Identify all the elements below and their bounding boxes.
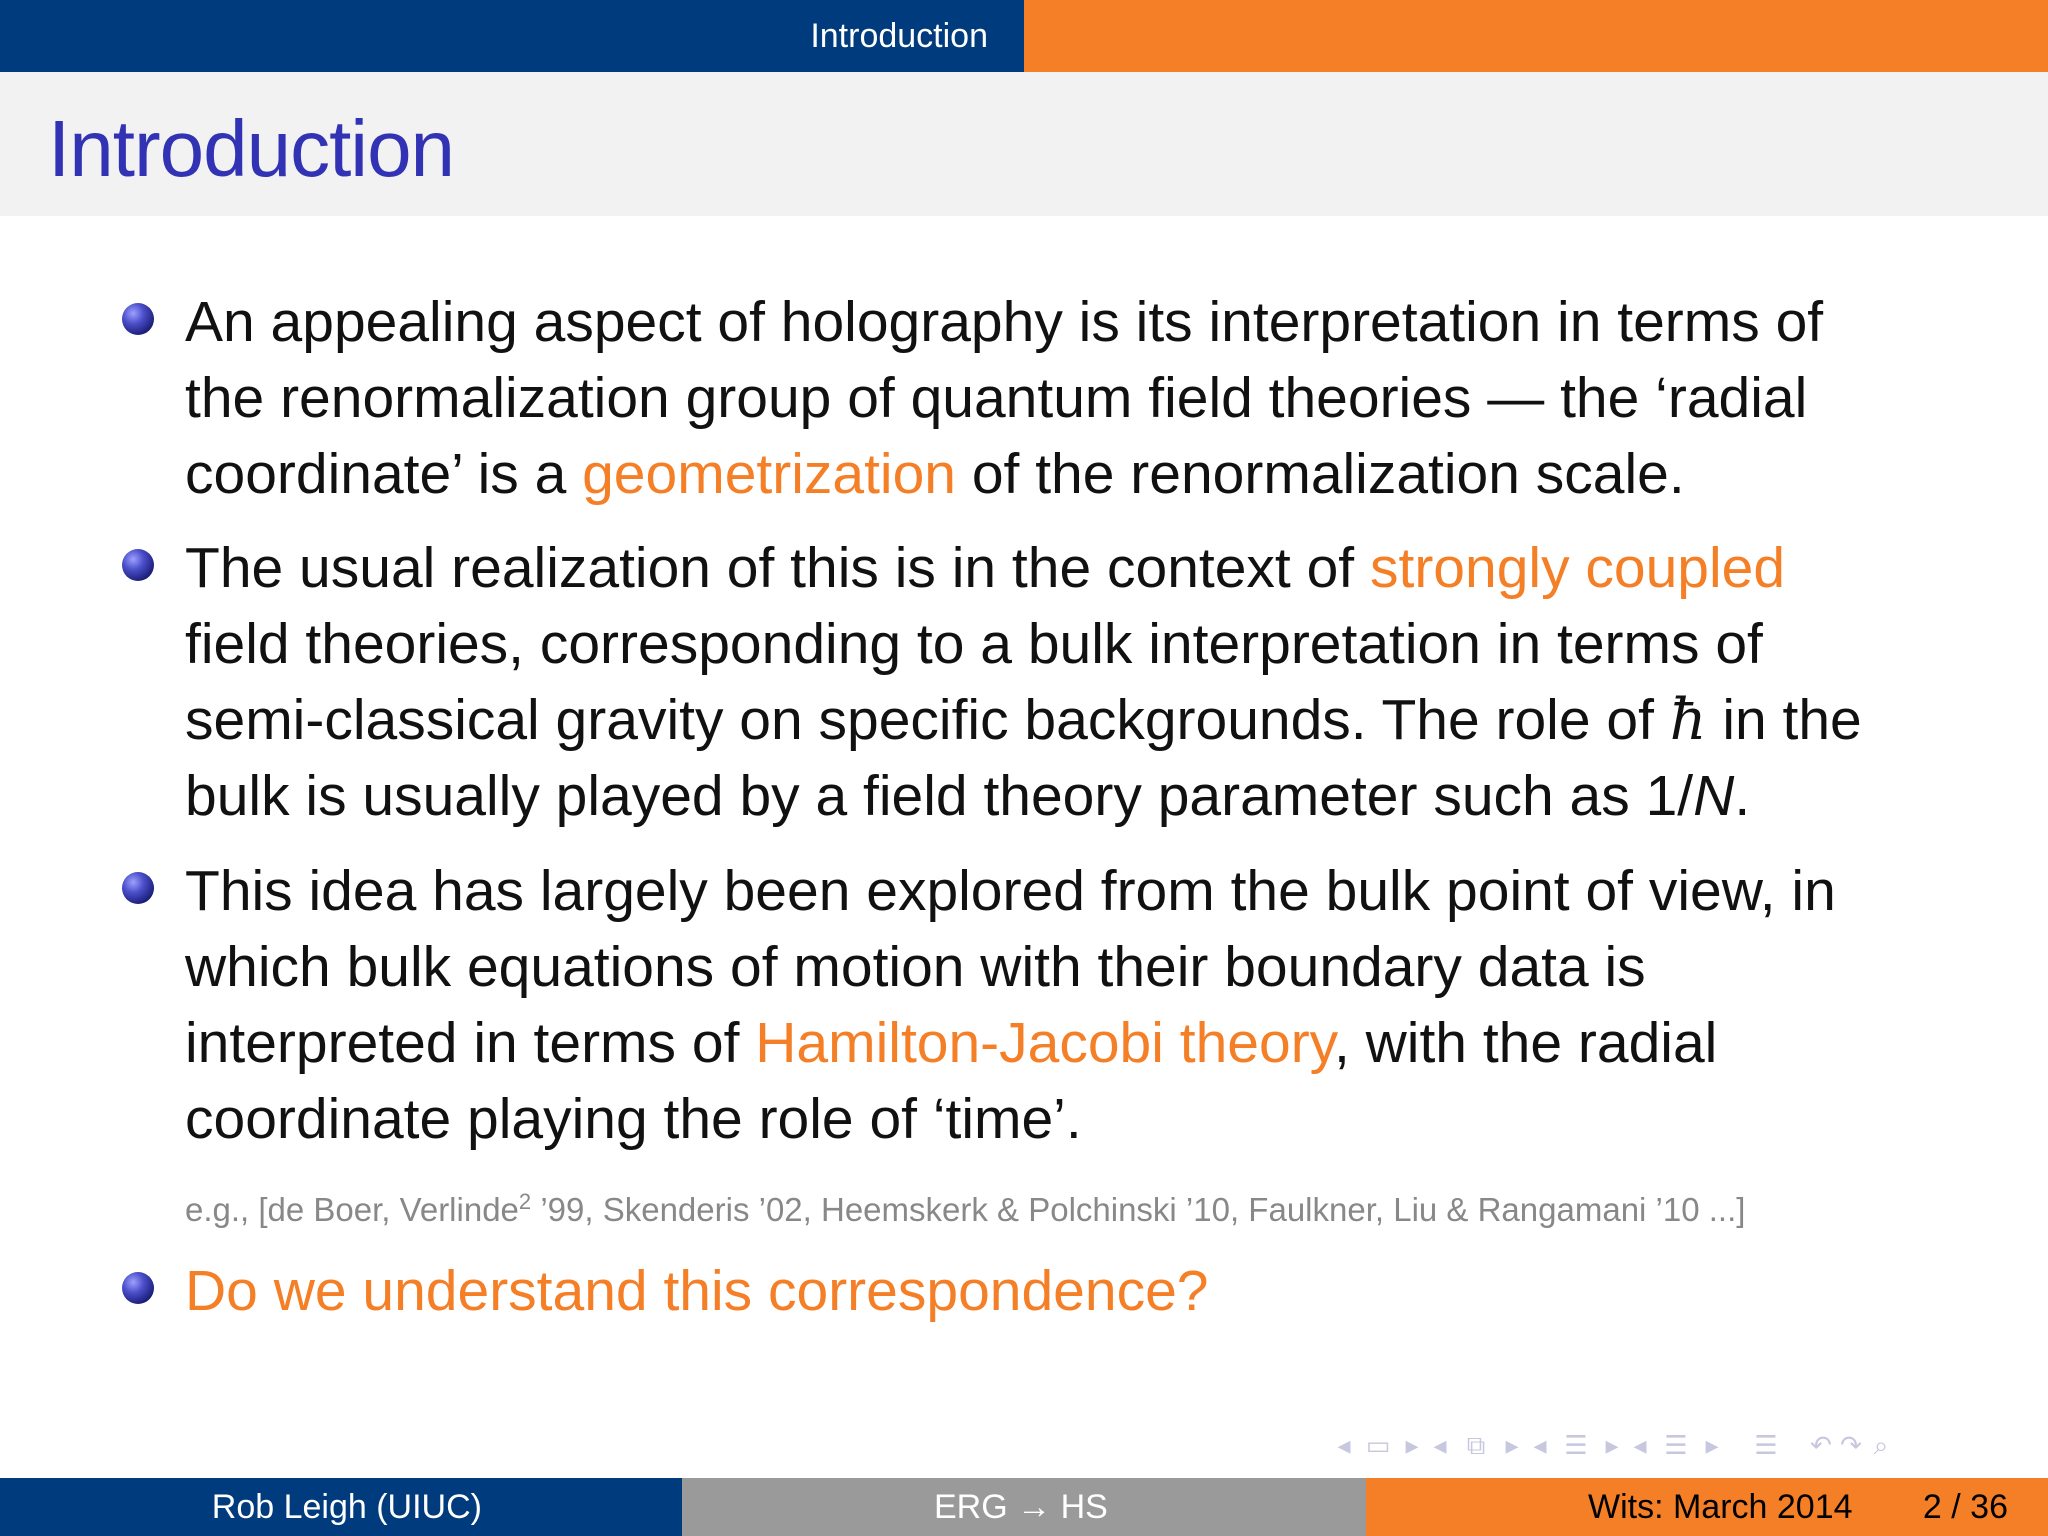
- bullet-2-line-1: The usual realization of this is in the context of strongly coupled: [185, 536, 1786, 600]
- nav-section-icon[interactable]: ☰: [1564, 1430, 1588, 1460]
- nav-prev-frame-icon[interactable]: ◂: [1337, 1430, 1351, 1460]
- bullet-text-3: [185, 853, 1836, 1157]
- nav-prev-section-icon[interactable]: ◂: [1533, 1430, 1547, 1460]
- nav-next-frame-icon[interactable]: ▸: [1405, 1430, 1419, 1460]
- bullet-3-line-2: which bulk equations of motion with their boundary data is: [185, 935, 1646, 999]
- highlight-strongly-coupled: strongly coupled: [1369, 536, 1786, 600]
- nav-frame-icon[interactable]: ▭: [1365, 1430, 1391, 1460]
- nav-next-section-icon[interactable]: ▸: [1605, 1430, 1619, 1460]
- nav-next-subsection-icon[interactable]: ▸: [1505, 1430, 1519, 1460]
- highlight-hamilton-jacobi: Hamilton-Jacobi theory: [755, 1011, 1334, 1075]
- nav-prev-subsection-icon[interactable]: ◂: [1433, 1430, 1447, 1460]
- footer-event[interactable]: Wits: March 2014: [1588, 1488, 1853, 1526]
- header-right-panel: [1024, 0, 2048, 72]
- bullet-2-line-4: bulk is usually played by a field theory parameter such as 1/N.: [185, 764, 1751, 828]
- footer-event-panel: [1366, 1478, 2048, 1536]
- nav-forward-icon[interactable]: ↷: [1840, 1430, 1862, 1460]
- bullet-1-line-3: coordinate’ is a geometrization of the renormalization scale.: [185, 442, 1685, 506]
- nav-align-icon[interactable]: ☰: [1754, 1430, 1778, 1460]
- bullet-icon: [122, 872, 154, 904]
- bullet-text-2: [185, 530, 1862, 834]
- nav-subsection-icon[interactable]: ⧉: [1466, 1430, 1486, 1460]
- citation: e.g., [de Boer, Verlinde$^2$ ’99, Skenderis ’02, Heemskerk & Polchinski ’10, Faulkner, Liu & Rangamani ’10 ...]: [185, 1189, 1746, 1228]
- beamer-navigation: [1330, 1430, 1896, 1464]
- footer-author-panel: [0, 1478, 682, 1536]
- header-left-panel: [0, 0, 1024, 72]
- bullet-1-line-1: An appealing aspect of holography is its interpretation in terms of: [185, 290, 1824, 354]
- bullet-3-line-3: interpreted in terms of Hamilton-Jacobi theory, with the radial: [185, 1011, 1718, 1075]
- bullet-icon: [122, 1272, 154, 1304]
- bullet-3-line-4: coordinate playing the role of ‘time’.: [185, 1087, 1082, 1151]
- nav-search-icon[interactable]: ⌕: [1873, 1430, 1889, 1460]
- bullet-2-line-3: semi-classical gravity on specific backgrounds. The role of ħ in the: [185, 687, 1862, 753]
- section-label[interactable]: Introduction: [810, 17, 988, 55]
- math-n: N: [1693, 764, 1735, 828]
- footer-page-number: 2 / 36: [1922, 1488, 2008, 1526]
- bullet-text-4: [185, 1253, 1208, 1329]
- nav-part-icon[interactable]: ☰: [1664, 1430, 1688, 1460]
- bullet-icon: [122, 549, 154, 581]
- bullet-text-1: [185, 284, 1823, 512]
- bullet-3-line-1: This idea has largely been explored from the bulk point of view, in: [185, 859, 1836, 923]
- header-bar: [0, 0, 2048, 72]
- title-bar: [0, 72, 2048, 216]
- bullet-2-line-2: field theories, corresponding to a bulk interpretation in terms of: [185, 612, 1763, 676]
- slide-title: Introduction: [48, 104, 455, 193]
- footer-short-title[interactable]: ERG → HS: [934, 1488, 1108, 1526]
- nav-next-part-icon[interactable]: ▸: [1705, 1430, 1719, 1460]
- slide-body: [0, 216, 2048, 1476]
- highlight-geometrization: geometrization: [582, 442, 956, 506]
- hbar-symbol: ħ: [1669, 687, 1707, 753]
- footer-bar: [0, 1478, 2048, 1536]
- nav-back-icon[interactable]: ↶: [1810, 1430, 1832, 1460]
- bullet-icon: [122, 303, 154, 335]
- footer-title-panel: [682, 1478, 1366, 1536]
- nav-prev-part-icon[interactable]: ◂: [1633, 1430, 1647, 1460]
- footer-author[interactable]: Rob Leigh (UIUC): [211, 1488, 482, 1526]
- bullet-4-line-1: Do we understand this correspondence?: [185, 1259, 1209, 1323]
- bullet-1-line-2: the renormalization group of quantum field theories — the ‘radial: [185, 366, 1808, 430]
